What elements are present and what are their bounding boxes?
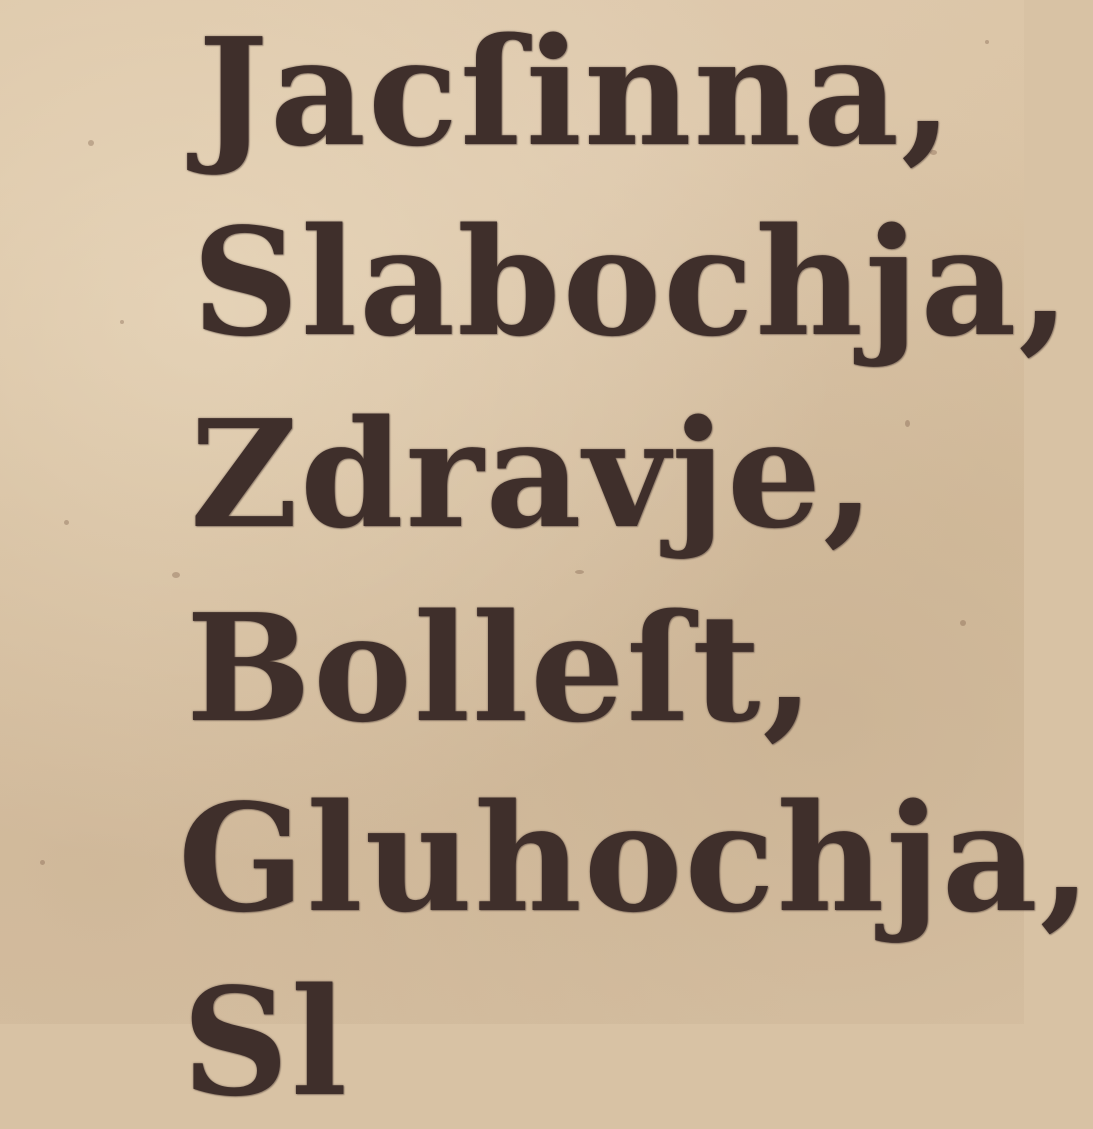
paper-speck xyxy=(905,420,910,427)
word-line-4: Bolleſt, xyxy=(186,581,816,755)
paper-speck xyxy=(88,140,94,146)
word-line-6-partial: Sl xyxy=(182,955,350,1129)
paper-speck xyxy=(172,572,180,578)
word-line-2: Slabochja, xyxy=(192,195,1072,369)
paper-speck xyxy=(120,320,124,324)
word-line-5: Gluhochja, xyxy=(178,771,1093,945)
paper-speck xyxy=(960,620,966,626)
paper-speck xyxy=(64,520,69,525)
paper-speck xyxy=(40,860,45,865)
paper-speck xyxy=(575,570,584,574)
word-line-3: Zdravje, xyxy=(190,387,877,561)
paper-speck xyxy=(985,40,989,44)
word-line-1: Jacſinna, xyxy=(198,5,955,179)
